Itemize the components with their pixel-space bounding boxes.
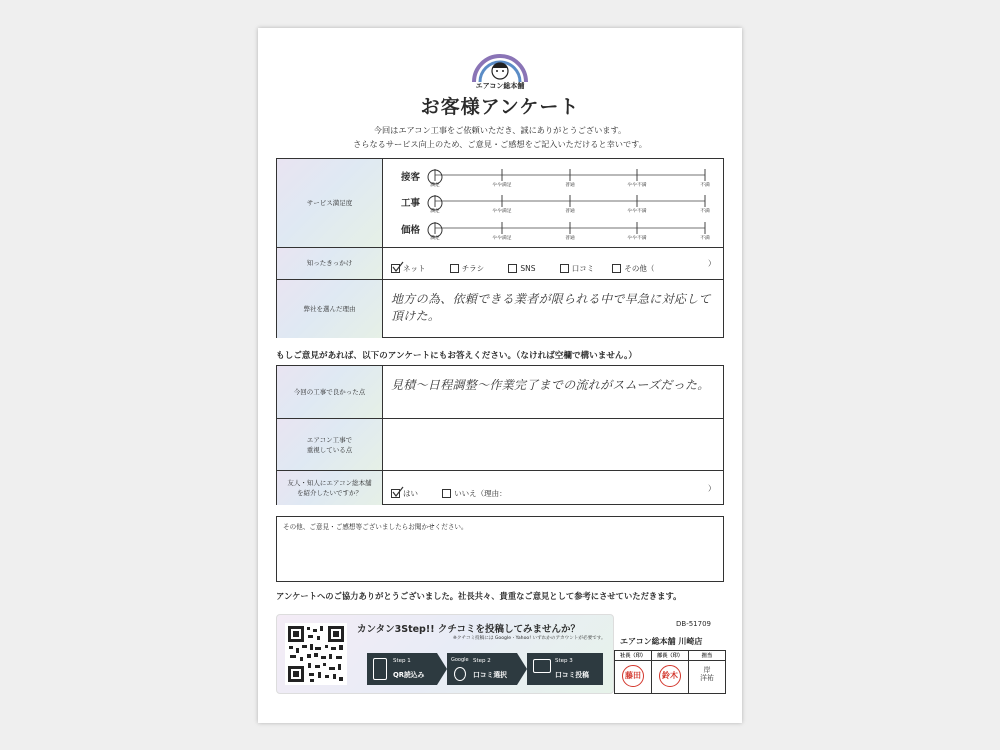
step-1 xyxy=(367,653,437,685)
option-no: いいえ（理由： xyxy=(454,489,507,498)
google-label: Google xyxy=(451,657,469,663)
level-label: 普通 xyxy=(565,209,575,214)
step-1-title: Step 1 xyxy=(393,658,411,664)
no-close-paren: ） xyxy=(708,484,716,493)
level-label: やや不満 xyxy=(627,183,647,188)
survey-sheet xyxy=(258,28,742,723)
step-1-body: QR読込み xyxy=(393,671,425,679)
referral-options xyxy=(391,483,507,502)
page-title: お客様アンケート xyxy=(420,96,580,118)
important-row xyxy=(277,418,723,471)
option-sns: SNS xyxy=(520,264,536,273)
banner-note: ※クチコミ投稿には Google・Yahoo! いずれかのアカウントが必要です。 xyxy=(453,636,606,641)
level-label: 不満 xyxy=(700,236,710,241)
level-label: やや不満 xyxy=(627,236,647,241)
step-2 xyxy=(447,653,517,685)
referral-label-line-1: 友人・知人にエアコン総本舗 xyxy=(287,478,372,487)
stamp-col-manager xyxy=(652,651,689,693)
scale-name-work: 工事 xyxy=(401,198,421,209)
staff-name xyxy=(689,666,725,683)
satisfaction-row xyxy=(277,159,723,247)
company-logo xyxy=(468,54,532,92)
level-label: やや不満 xyxy=(627,209,647,214)
checkbox-net[interactable] xyxy=(391,264,400,273)
checkbox-sns[interactable] xyxy=(508,264,517,273)
level-label: 普通 xyxy=(565,236,575,241)
option-word-of-mouth: 口コミ xyxy=(571,264,595,273)
level-label: やや満足 xyxy=(492,236,512,241)
important-label xyxy=(277,419,383,471)
google-pin-icon xyxy=(454,667,466,681)
qr-code[interactable] xyxy=(285,623,347,685)
level-label: 満足 xyxy=(430,236,440,241)
staff-name-line-2: 洋祐 xyxy=(700,674,714,683)
trigger-options xyxy=(391,258,721,277)
level-label: 満足 xyxy=(430,209,440,214)
good-points-row xyxy=(277,366,723,418)
reason-answer: 地方の為、依頼できる業者が限られる中で早急に対応して頂けた。 xyxy=(391,292,711,323)
step-3 xyxy=(527,653,603,685)
stamp-head-president: 社長（印） xyxy=(615,651,651,661)
option-net: ネット xyxy=(403,264,426,273)
checkbox-flyer[interactable] xyxy=(450,264,459,273)
banner-headline: カンタン3Step!! クチコミを投稿してみませんか？ xyxy=(357,624,580,635)
other-close-paren: ） xyxy=(708,259,716,268)
phone-icon xyxy=(373,658,387,680)
optional-note: もしご意見があれば、以下のアンケートにもお答えください。（なければ空欄で構いません。） xyxy=(276,351,637,361)
store-name: エアコン総本舗 川崎店 xyxy=(620,637,703,646)
checkbox-yes[interactable] xyxy=(391,489,400,498)
intro-line-1: 今回はエアコン工事をご依頼いただき、誠にありがとうございます。 xyxy=(373,125,627,135)
arrow-icon xyxy=(517,653,527,685)
arrow-icon xyxy=(437,653,447,685)
stamp-table xyxy=(614,650,726,694)
checkbox-word-of-mouth[interactable] xyxy=(560,264,569,273)
stamp-head-manager: 部長（印） xyxy=(652,651,688,661)
level-label: 満足 xyxy=(430,183,440,188)
level-label: 不満 xyxy=(700,209,710,214)
scale-name-price: 価格 xyxy=(401,225,421,236)
trigger-label: 知ったきっかけ xyxy=(277,248,383,279)
step-3-body: 口コミ投稿 xyxy=(555,671,589,679)
important-label-line-1: エアコン工事で xyxy=(306,435,353,444)
scale-name-service: 接客 xyxy=(401,172,421,183)
good-points-label: 今回の工事で良かった点 xyxy=(277,366,383,418)
trigger-row xyxy=(277,247,723,280)
important-label-line-2: 重視している点 xyxy=(306,446,353,454)
stamp-col-president xyxy=(615,651,652,693)
checkbox-other[interactable] xyxy=(612,264,621,273)
qr-code-icon xyxy=(285,623,347,685)
intro-line-2: さらなるサービス向上のため、ご意見・ご感想をご記入いただけると幸いです。 xyxy=(353,139,647,149)
referral-label xyxy=(277,471,383,505)
survey-table xyxy=(276,158,724,338)
step-2-title: Step 2 xyxy=(473,658,491,664)
referral-label-line-2: を紹介したいですか？ xyxy=(297,489,362,497)
optional-table xyxy=(276,365,724,505)
option-other: その他（ xyxy=(624,264,655,273)
review-banner xyxy=(276,614,614,694)
comment-icon xyxy=(533,659,551,673)
checkbox-no[interactable] xyxy=(442,489,451,498)
doc-code: DB-51709 xyxy=(676,620,711,628)
step-2-body: 口コミ選択 xyxy=(473,671,507,679)
referral-row xyxy=(277,470,723,505)
seal-manager: 鈴木 xyxy=(659,665,681,687)
step-3-title: Step 3 xyxy=(555,658,573,664)
satisfaction-label: サービス満足度 xyxy=(277,159,383,247)
logo-text: エアコン総本舗 xyxy=(475,82,525,90)
option-yes: はい xyxy=(403,489,418,498)
level-label: やや満足 xyxy=(492,183,512,188)
stamp-col-staff xyxy=(689,651,725,693)
level-label: 不満 xyxy=(700,183,710,188)
option-flyer: チラシ xyxy=(461,264,485,273)
thanks-text: アンケートへのご協力ありがとうございました。社長共々、貴重なご意見として参考にさせていただきます。 xyxy=(276,591,682,601)
good-points-answer: 見積～日程調整～作業完了までの流れがスムーズだった。 xyxy=(391,378,710,392)
other-comments-prompt: その他、ご意見・ご感想等ございましたらお聞かせください。 xyxy=(283,523,468,531)
stamp-head-staff: 担当 xyxy=(689,651,725,661)
seal-president: 藤田 xyxy=(622,665,644,687)
level-label: やや満足 xyxy=(492,209,512,214)
other-comments-box[interactable] xyxy=(276,516,724,582)
reason-label: 弊社を選んだ理由 xyxy=(277,280,383,338)
staff-name-line-1: 岸 xyxy=(703,666,711,674)
level-label: 普通 xyxy=(565,183,575,188)
reason-row xyxy=(277,279,723,338)
